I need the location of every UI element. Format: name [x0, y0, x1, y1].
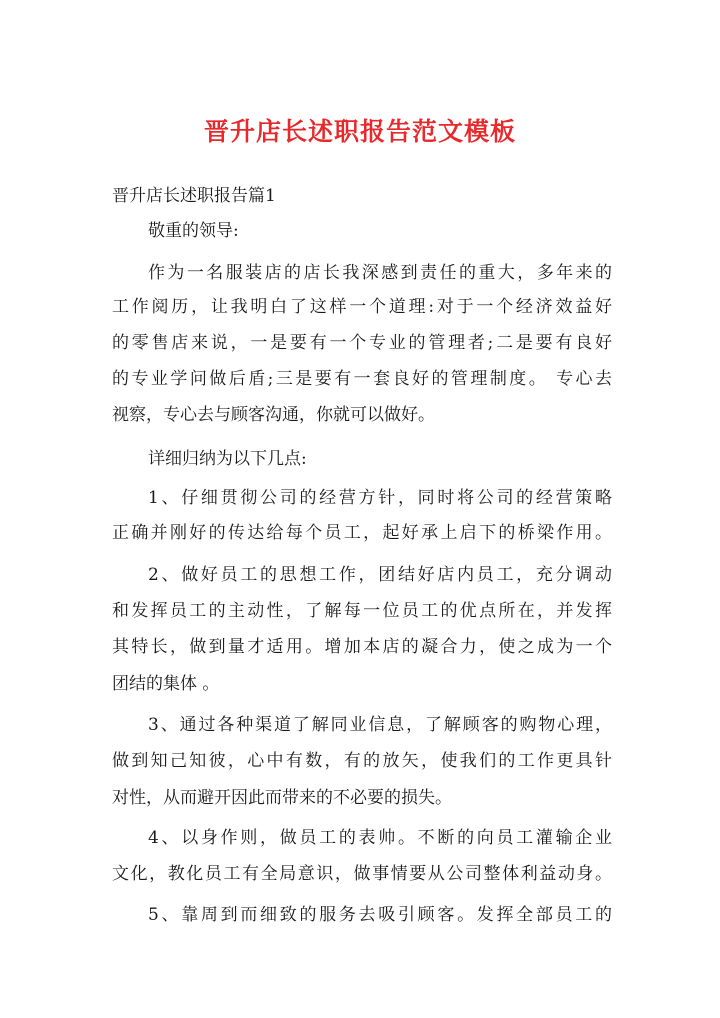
- document-title: 晋升店长述职报告范文模板: [203, 117, 516, 146]
- paragraph-1-line-4: 的专业学问做后盾;三是要有一套良好的管理制度。 专心去: [112, 369, 612, 389]
- list-item-3-line-1: 3、通过各种渠道了解同业信息，了解顾客的购物心理，: [148, 715, 612, 735]
- list-item-3-line-2: 做到知己知彼，心中有数，有的放矢，使我们的工作更具针: [112, 751, 612, 771]
- paragraph-1-line-5: 视察，专心去与顾客沟通，你就可以做好。: [112, 405, 435, 425]
- list-item-4-line-1: 4、以身作则，做员工的表帅。不断的向员工灌输企业: [148, 828, 612, 848]
- list-item-2-line-3: 其特长，做到量才适用。增加本店的凝合力，使之成为一个: [112, 637, 612, 657]
- list-item-4-line-2: 文化，教化员工有全局意识，做事情要从公司整体利益动身。: [112, 864, 612, 884]
- paragraph-2-line-1: 详细归纳为以下几点:: [148, 449, 307, 469]
- paragraph-1-line-2: 工作阅历，让我明白了这样一个道理:对于一个经济效益好: [112, 297, 612, 317]
- list-item-1-line-2: 正确并刚好的传达给每个员工，起好承上启下的桥梁作用。: [112, 523, 612, 543]
- list-item-1-line-1: 1、仔细贯彻公司的经营方针，同时将公司的经营策略: [148, 488, 612, 508]
- list-item-2-line-1: 2、做好员工的思想工作，团结好店内员工，充分调动: [148, 565, 612, 585]
- list-item-2-line-2: 和发挥员工的主动性，了解每一位员工的优点所在，并发挥: [112, 601, 612, 621]
- salutation: 敬重的领导:: [148, 221, 239, 241]
- list-item-5-line-1: 5、靠周到而细致的服务去吸引顾客。发挥全部员工的: [148, 905, 612, 925]
- list-item-3-line-3: 对性，从而避开因此而带来的不必要的损失。: [112, 788, 452, 808]
- paragraph-1-line-3: 的零售店来说，一是要有一个专业的管理者;二是要有良好: [112, 333, 612, 353]
- list-item-2-line-4: 团结的集体 。: [112, 674, 220, 694]
- section-heading: 晋升店长述职报告篇1: [112, 186, 276, 206]
- paragraph-1-line-1: 作为一名服装店的店长我深感到责任的重大，多年来的: [148, 263, 612, 283]
